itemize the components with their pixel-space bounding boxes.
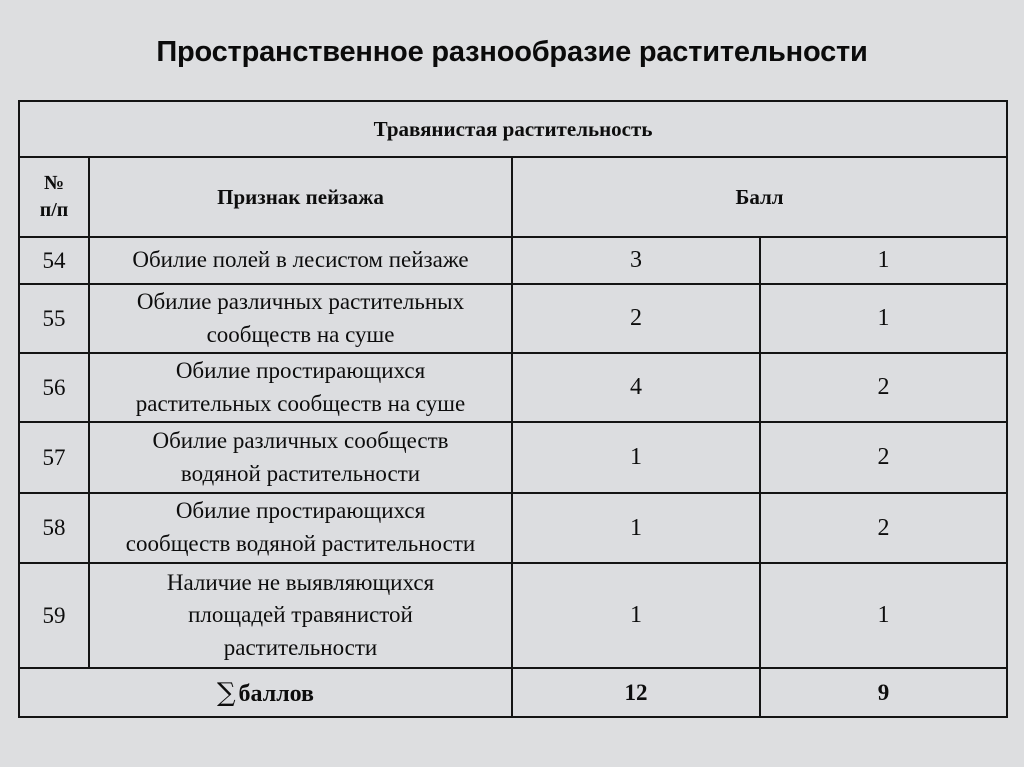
score-table-container <box>18 100 1006 718</box>
row-feature <box>89 422 512 493</box>
row-score-a: 3 <box>512 237 760 284</box>
table-header-row <box>19 157 1007 237</box>
row-score-a: 1 <box>512 563 760 668</box>
row-feature-line: Обилие полей в лесистом пейзаже <box>132 247 469 273</box>
table-caption: Травянистая растительность <box>19 101 1007 157</box>
row-feature-line: водяной растительности <box>180 460 421 486</box>
row-score-b: 2 <box>760 493 1007 563</box>
row-score-b: 2 <box>760 422 1007 493</box>
row-feature-line: сообществ водяной растительности <box>125 531 476 556</box>
column-header-number-line2: п/п <box>39 199 69 221</box>
row-feature <box>89 563 512 668</box>
row-feature-line: растительных сообществ на суше <box>135 390 466 416</box>
row-score-a: 2 <box>512 284 760 353</box>
vegetation-score-table <box>18 100 1008 718</box>
row-number: 55 <box>19 284 89 353</box>
table-row <box>19 353 1007 422</box>
total-label-text: баллов <box>238 680 315 707</box>
table-row <box>19 493 1007 563</box>
row-feature <box>89 353 512 422</box>
row-number: 56 <box>19 353 89 422</box>
row-feature <box>89 493 512 563</box>
row-feature <box>89 237 512 284</box>
sum-symbol: ∑ <box>216 677 236 708</box>
row-feature-line: растительности <box>223 634 378 660</box>
row-feature-line: Обилие простирающихся <box>175 357 426 383</box>
total-label-cell <box>19 668 512 717</box>
row-score-a: 1 <box>512 493 760 563</box>
table-row <box>19 563 1007 668</box>
column-header-number <box>19 157 89 237</box>
column-header-number-line1: № <box>43 172 65 194</box>
row-number: 57 <box>19 422 89 493</box>
total-value-a: 12 <box>512 668 760 717</box>
row-feature-line: Обилие простирающихся <box>175 498 426 524</box>
column-header-score: Балл <box>512 157 1007 237</box>
row-score-b: 1 <box>760 284 1007 353</box>
table-row <box>19 284 1007 353</box>
row-feature-line: Обилие различных сообществ <box>152 427 449 453</box>
row-feature-line: Обилие различных растительных <box>136 288 465 314</box>
table-row <box>19 422 1007 493</box>
total-value-b: 9 <box>760 668 1007 717</box>
row-score-b: 2 <box>760 353 1007 422</box>
row-number: 58 <box>19 493 89 563</box>
row-feature-line: сообществ на суше <box>206 321 395 347</box>
row-score-a: 1 <box>512 422 760 493</box>
column-header-feature: Признак пейзажа <box>89 157 512 237</box>
table-row <box>19 237 1007 284</box>
page-title: Пространственное разнообразие растительности <box>156 36 868 68</box>
row-score-a: 4 <box>512 353 760 422</box>
row-feature-line: Наличие не выявляющихся <box>166 569 435 595</box>
row-number: 54 <box>19 237 89 284</box>
row-number: 59 <box>19 563 89 668</box>
row-feature <box>89 284 512 353</box>
row-score-b: 1 <box>760 563 1007 668</box>
table-caption-row <box>19 101 1007 157</box>
table-total-row <box>19 668 1007 717</box>
row-score-b: 1 <box>760 237 1007 284</box>
row-feature-line: площадей травянистой <box>188 602 413 628</box>
